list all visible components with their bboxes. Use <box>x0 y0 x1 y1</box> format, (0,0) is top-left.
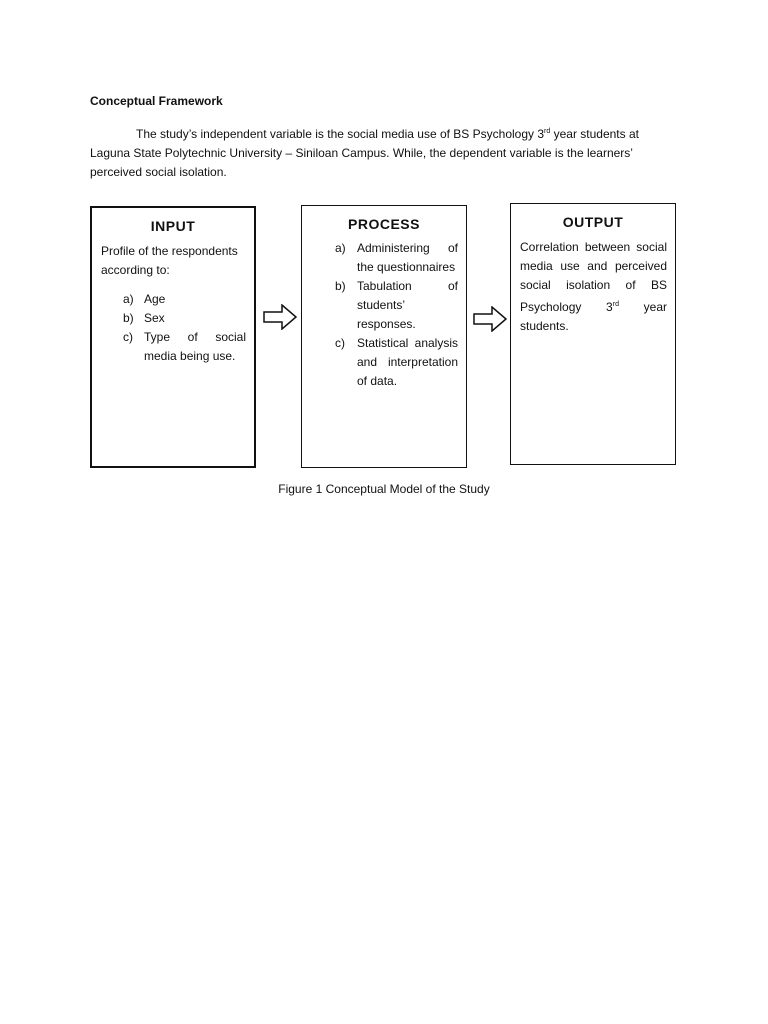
list-marker: a) <box>123 292 134 306</box>
right-arrow-icon <box>473 306 507 332</box>
process-list-item <box>311 334 458 391</box>
process-list-item <box>311 277 458 334</box>
section-heading: Conceptual Framework <box>90 94 223 108</box>
input-box-title: INPUT <box>150 218 196 234</box>
input-box <box>90 206 256 468</box>
process-box <box>301 205 467 468</box>
list-marker: b) <box>123 311 134 325</box>
input-list-item <box>101 309 246 328</box>
list-item-text: Statistical analysis and interpretation of data. <box>357 336 458 388</box>
output-text-part2: year students. <box>520 300 667 333</box>
paragraph-part2: year students at Laguna State Polytechnic University – Siniloan Campus. While, the dependent variable is the learners’ perceived social isolation. <box>90 127 639 179</box>
list-item-text: Type of social media being use. <box>144 330 246 363</box>
input-box-intro: Profile of the respondents according to: <box>101 244 238 277</box>
output-box-title: OUTPUT <box>562 214 624 230</box>
output-box <box>510 203 676 465</box>
list-marker: c) <box>335 336 345 350</box>
output-text-part1: Correlation between social media use and perceived social isolation of BS Psychology 3 <box>520 240 667 314</box>
process-list-item <box>311 239 458 277</box>
input-list-item <box>101 328 246 366</box>
list-marker: a) <box>335 241 346 255</box>
list-item-text: Age <box>144 292 166 306</box>
output-superscript: rd <box>612 301 619 308</box>
paragraph-superscript: rd <box>544 128 551 135</box>
list-item-text: Administering of the questionnaires <box>357 241 458 274</box>
input-list-item <box>101 290 246 309</box>
paragraph-part1: The study’s independent variable is the social media use of BS Psychology 3 <box>136 127 545 141</box>
list-item-text: Sex <box>144 311 165 325</box>
list-marker: c) <box>123 330 133 344</box>
right-arrow-icon <box>263 304 297 330</box>
output-box-text <box>511 238 675 336</box>
process-box-title: PROCESS <box>348 216 420 232</box>
input-list <box>101 290 246 366</box>
list-item-text: Tabulation of students’ responses. <box>357 279 458 331</box>
process-list <box>311 239 458 391</box>
intro-paragraph <box>90 122 670 182</box>
list-marker: b) <box>335 279 346 293</box>
figure-caption: Figure 1 Conceptual Model of the Study <box>278 482 490 496</box>
